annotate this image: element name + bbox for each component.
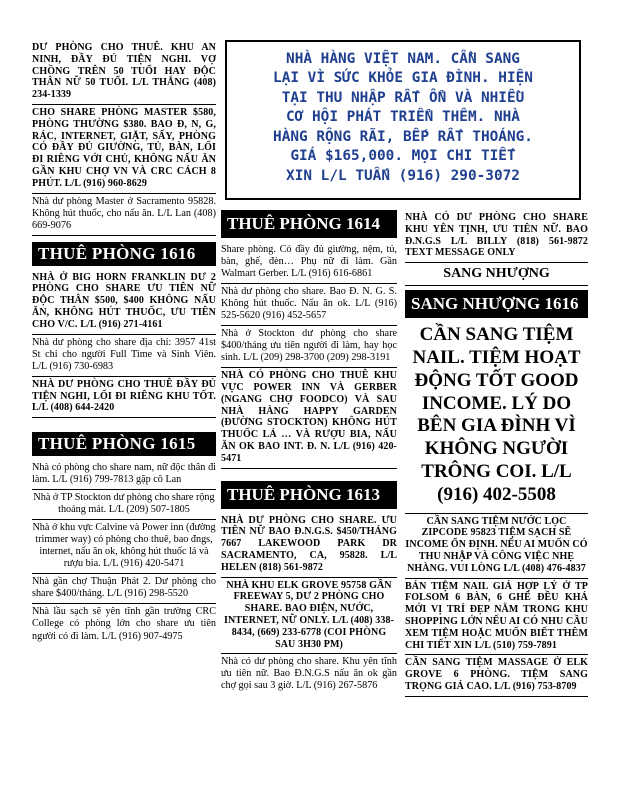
classified-ad: Nhà ở Stockton dư phòng cho share $400/tháng ưu tiên người đi làm, hay học sinh. L/L (209) 298-3700 (209) 298-3191 [221, 326, 397, 368]
section-header-thue-phong-1613: THUÊ PHÒNG 1613 [221, 481, 397, 509]
classified-ad: NHÀ CÓ DƯ PHÒNG CHO SHARE KHU YÊN TỊNH, ƯU TIÊN NỮ. BAO Đ.N.G.S L/L BILLY (818) 561-9872 TEXT MESSAGE ONLY [405, 210, 588, 263]
column-right [405, 210, 588, 697]
banner-line: XIN L/L TUẤN (916) 290-3072 [286, 167, 520, 184]
classified-ad: Nhà dư phòng Master ở Sacramento 95828. Không hút thuốc, cho nấu ăn. L/L Lan (408) 669-9076 [32, 194, 216, 236]
classified-ad: Nhà có dư phòng cho share. Khu yên tĩnh ưu tiên nữ. Bao Đ.N.G.S nấu ăn ok gần chợ gọi sau 3 giờ. L/L (916) 267-5876 [221, 656, 397, 692]
banner-line: TẠI THU NHẬP RẤT ỔN VÀ NHIỀU [281, 89, 525, 106]
column-left [32, 40, 216, 646]
section-header-thue-phong-1614: THUÊ PHÒNG 1614 [221, 210, 397, 238]
classified-ad: NHÀ DƯ PHÒNG CHO THUÊ ĐẦY ĐỦ TIỆN NGHI, LỐI ĐI RIÊNG KHU TỐT. L/L (408) 644-2420 [32, 377, 216, 418]
classified-ad: DƯ PHÒNG CHO THUÊ. KHU AN NINH, ĐẦY ĐỦ TIỆN NGHI. VỢ CHỒNG TRÊN 50 TUỔI HAY ĐỘC THÂN NỮ 50 TUỔI. L/L THẮNG (408) 234-1339 [32, 40, 216, 105]
banner-line: GIÁ $165,000. MỌI CHI TIẾT [290, 148, 516, 165]
classified-ad: BÁN TIỆM NAIL GIÁ HỢP LÝ Ở TP FOLSOM 6 BÀN, 6 GHẾ ĐỀU KHÁ MỚI VỊ TRÍ ĐẸP NẰM TRONG KHU SHOPPING LỚN NẾU AI CÓ NHU CẦU XEM TIỆM HOẶC MUỐN BIẾT THÊM CHI TIẾT XIN L/L (510) 759-7891 [405, 579, 588, 656]
classified-ad: NHÀ DƯ PHÒNG CHO SHARE. ƯU TIÊN NỮ BAO Đ.N.G.S. $450/THÁNG 7667 LAKEWOOD PARK DR SACRAMENTO, CA, 95828. L/L HELEN (818) 561-9872 [221, 513, 397, 578]
classified-ad: CẦN SANG TIỆM NƯỚC LỌC ZIPCODE 95823 TIỆM SẠCH SẼ INCOME ỔN ĐỊNH. NẾU AI MUỐN CÓ THU NHẬP VÀ CÔNG VIỆC NHẸ NHÀNG. VUI LÒNG L/L (408) 476-4837 [405, 514, 588, 579]
section-header-thue-phong-1616: THUÊ PHÒNG 1616 [32, 242, 216, 266]
column-middle [221, 210, 397, 696]
classified-ad: Share phòng. Có đầy đủ giường, nệm, tủ, bàn, ghế, đèn… Phụ nữ đi làm. Gần Walmart Gerber. L/L (916) 616-6861 [221, 242, 397, 284]
restaurant-sale-banner [225, 40, 581, 200]
classified-ad: Nhà ở TP Stockton dư phòng cho share rộng thoáng mát. L/L (209) 507-1805 [32, 490, 216, 520]
classified-ad: Nhà gần chợ Thuận Phát 2. Dư phòng cho share $400/tháng. L/L (916) 298-5520 [32, 574, 216, 604]
banner-line: LẠI VÌ SỨC KHỎE GIA ĐÌNH. HIỆN [273, 70, 533, 87]
classified-ad: CHO SHARE PHÒNG MASTER $580, PHÒNG THƯỜNG $380. BAO Đ, N, G, RÁC, INTERNET, GIẶT, SẤY, PHÒNG CÓ ĐẦY ĐỦ GIƯỜNG, TỦ, BÀN, LỐI ĐI RIÊNG VỚI CHỦ, KHÔNG NẤU ĂN GẦN KHU CHỢ VN VÀ CRC CÁCH 8 PHÚT. L/L (916) 960-8629 [32, 105, 216, 194]
classified-ad: NHÀ CÓ PHÒNG CHO THUÊ KHU VỰC POWER INN VÀ GERBER (NGANG CHỢ FOODCO) VÀ SAU NHÀ HÀNG HAPPY GARDEN (ĐƯỜNG STOCKTON) KHÔNG HÚT THUỐC LÁ … VÀ RƯỢU BIA, NẤU ĂN OK BAO INT. Đ. N. L/L (916) 420-5471 [221, 368, 397, 468]
banner-line: NHÀ HÀNG VIỆT NAM. CẦN SANG [286, 51, 520, 67]
classified-ad: Nhà dư phòng cho share. Bao Đ. N. G. S. Không hút thuốc. Nấu ăn ok. L/L (916) 525-5620 (916) 452-5657 [221, 284, 397, 326]
classified-ad: Nhà lầu sạch sẽ yên tĩnh gần trường CRC College có phòng lớn cho share ưu tiên người có đi làm. L/L (916) 907-4975 [32, 606, 216, 642]
classified-ad: Nhà có phòng cho share nam, nữ độc thân đi làm. L/L (916) 799-7813 gặp cô Lan [32, 460, 216, 490]
classified-ad: NHÀ Ở BIG HORN FRANKLIN DƯ 2 PHÒNG CHO SHARE ƯU TIÊN NỮ ĐỘC THÂN $500, $400 KHÔNG NẤU ĂN, KHÔNG HÚT THUỐC, ƯU TIÊN CHO V/C. L/L (916) 271-4161 [32, 270, 216, 335]
classified-ad: Nhà ở khu vực Calvine và Power inn (đường trimmer way) có phòng cho thuê, bao đngs, internet, nấu ăn ok, không hút thuốc lá và rượu bia. L/L (916) 420-5471 [32, 520, 216, 574]
classified-ad: CẦN SANG TIỆM MASSAGE Ở ELK GROVE 6 PHÒNG. TIỆM SANG TRỌNG GIÁ CAO. L/L (916) 753-8709 [405, 655, 588, 696]
classified-ad: NHÀ KHU ELK GROVE 95758 GẦN FREEWAY 5, DƯ 2 PHÒNG CHO SHARE. BAO ĐIỆN, NƯỚC, INTERNET, NỮ ONLY. L/L (408) 338-8434, (669) 233-6778 (COI PHÒNG SAU 3H30 PM) [221, 578, 397, 655]
banner-line: HÀNG RỘNG RÃI, BẾP RẤT THOÁNG. [273, 128, 533, 145]
section-title-sang-nhuong: SANG NHƯỢNG [405, 263, 588, 286]
banner-line: CƠ HỘI PHÁT TRIỂN THÊM. NHÀ [286, 109, 520, 126]
section-header-sang-nhuong-1616: SANG NHƯỢNG 1616 [405, 290, 588, 318]
featured-ad-nail-salon: CẦN SANG TIỆM NAIL. TIỆM HOẠT ĐỘNG TỐT GOOD INCOME. LÝ DO BÊN GIA ĐÌNH VÌ KHÔNG NGƯỜI TRÔNG COI. L/L (916) 402-5508 [405, 322, 588, 513]
classified-ad: Nhà dư phòng cho share địa chỉ: 3957 41st St chỉ cho người Full Time và Sinh Viên. L/L (916) 730-6983 [32, 335, 216, 377]
section-header-thue-phong-1615: THUÊ PHÒNG 1615 [32, 432, 216, 456]
